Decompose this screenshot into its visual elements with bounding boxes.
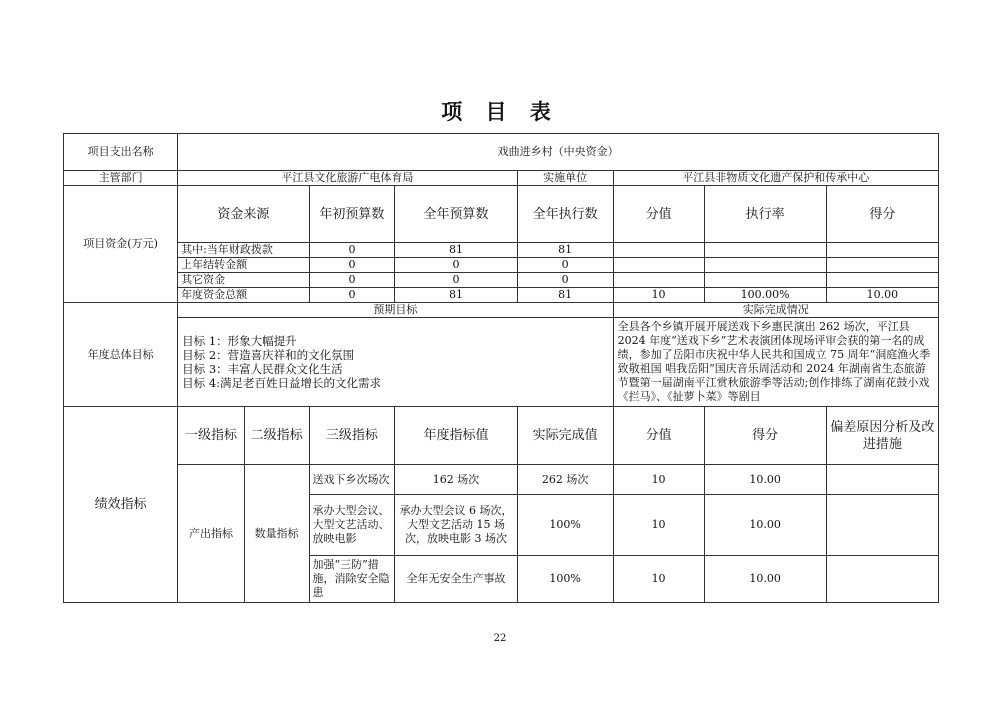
fund-rate: [704, 243, 826, 258]
perf-header-points: 分值: [613, 407, 704, 465]
actual-value: 262 场次: [517, 465, 613, 495]
fund-executed: 81: [517, 243, 613, 258]
fund-initial: 0: [309, 258, 395, 273]
project-name-label: 项目支出名称: [64, 134, 178, 171]
target-value: 承办大型会议 6 场次，大型文艺活动 15 场次，放映电影 3 场次: [395, 495, 517, 556]
target-value: 162 场次: [395, 465, 517, 495]
fund-executed: 81: [517, 288, 613, 303]
actual-value: 100%: [517, 556, 613, 603]
department-label: 主管部门: [64, 171, 178, 186]
table-row: [64, 258, 939, 273]
page-title: 项 目 表: [441, 99, 559, 124]
project-name-value: 戏曲进乡村（中央资金）: [178, 134, 939, 171]
score-value: 10.00: [704, 465, 826, 495]
perf-header-level3: 三级指标: [309, 407, 395, 465]
implementing-unit-label: 实施单位: [517, 171, 613, 186]
fund-points: 10: [613, 288, 704, 303]
points-value: 10: [613, 465, 704, 495]
actual-completion-text: 全县各个乡镇开展开展送戏下乡惠民演出 262 场次，平江县 2024 年度“送戏下乡”艺术表演团体现场评审会获的第一名的成绩，参加了岳阳市庆祝中华人民共和国成立 75 周年“洞庭渔火季 致敬祖国 唱我岳阳”国庆音乐周活动和 2024 年湖南省生态旅游节暨第一届湖南平江赏秋旅游季等活动;创作排练了湖南花鼓小戏《拦马》、《扯萝卜菜》等剧目: [613, 318, 938, 407]
fund-score: 10.00: [826, 288, 938, 303]
level3-indicator: 加强“三防”措施，消除安全隐患: [309, 556, 395, 603]
perf-header-level1: 一级指标: [178, 407, 245, 465]
funds-label: 项目资金(万元): [64, 186, 178, 303]
funds-header-rate: 执行率: [704, 186, 826, 243]
table-row: [64, 288, 939, 303]
level1-indicator: 产出指标: [178, 465, 245, 603]
target-value: 全年无安全生产事故: [395, 556, 517, 603]
perf-header-score: 得分: [704, 407, 826, 465]
goal-item: 目标 3：丰富人民群众文化生活: [182, 362, 343, 376]
funds-header-points: 分值: [613, 186, 704, 243]
table-row: [64, 273, 939, 288]
project-table: [63, 133, 939, 603]
goal-item: 目标 2：营造喜庆祥和的文化氛围: [182, 348, 355, 362]
funds-header-score: 得分: [826, 186, 938, 243]
points-value: 10: [613, 556, 704, 603]
perf-header-reason: 偏差原因分析及改进措施: [826, 407, 938, 465]
fund-points: [613, 243, 704, 258]
deviation-reason: [826, 465, 938, 495]
funds-header-row: [64, 186, 939, 243]
score-value: 10.00: [704, 556, 826, 603]
fund-initial: 0: [309, 273, 395, 288]
perf-header-target: 年度指标值: [395, 407, 517, 465]
fund-source: 其它资金: [178, 273, 309, 288]
fund-annual: 81: [395, 288, 517, 303]
goal-item: 目标 4:满足老百姓日益增长的文化需求: [182, 376, 382, 390]
level3-indicator: 送戏下乡次场次: [309, 465, 395, 495]
expected-goal-header: 预期目标: [178, 303, 613, 318]
perf-header-level2: 二级指标: [244, 407, 309, 465]
goal-item: 目标 1：形象大幅提升: [182, 334, 297, 348]
level2-indicator: 数量指标: [244, 465, 309, 603]
fund-score: [826, 243, 938, 258]
actual-completion-header: 实际完成情况: [613, 303, 938, 318]
funds-header-initial: 年初预算数: [309, 186, 395, 243]
deviation-reason: [826, 495, 938, 556]
funds-header-annual: 全年预算数: [395, 186, 517, 243]
score-value: 10.00: [704, 495, 826, 556]
fund-rate: [704, 258, 826, 273]
fund-executed: 0: [517, 258, 613, 273]
performance-header-row: [64, 407, 939, 465]
implementing-unit-value: 平江县非物质文化遗产保护和传承中心: [613, 171, 938, 186]
fund-executed: 0: [517, 273, 613, 288]
expected-goals: [178, 318, 613, 407]
funds-header-source: 资金来源: [178, 186, 309, 243]
fund-annual: 81: [395, 243, 517, 258]
fund-annual: 0: [395, 258, 517, 273]
fund-score: [826, 273, 938, 288]
fund-source: 上年结转金额: [178, 258, 309, 273]
table-row: [64, 243, 939, 258]
fund-rate: [704, 273, 826, 288]
deviation-reason: [826, 556, 938, 603]
funds-header-executed: 全年执行数: [517, 186, 613, 243]
goal-header-row: [64, 303, 939, 318]
department-value: 平江县文化旅游广电体育局: [178, 171, 517, 186]
department-row: [64, 171, 939, 186]
goal-row: [64, 318, 939, 407]
page-number: 22: [493, 633, 507, 644]
fund-rate: 100.00%: [704, 288, 826, 303]
perf-header-actual: 实际完成值: [517, 407, 613, 465]
points-value: 10: [613, 495, 704, 556]
fund-points: [613, 258, 704, 273]
actual-value: 100%: [517, 495, 613, 556]
fund-annual: 0: [395, 273, 517, 288]
performance-label: 绩效指标: [64, 407, 178, 603]
fund-points: [613, 273, 704, 288]
level3-indicator: 承办大型会议、大型文艺活动、放映电影: [309, 495, 395, 556]
fund-initial: 0: [309, 288, 395, 303]
fund-source: 其中:当年财政拨款: [178, 243, 309, 258]
fund-initial: 0: [309, 243, 395, 258]
annual-goal-label: 年度总体目标: [64, 303, 178, 407]
fund-source: 年度资金总额: [178, 288, 309, 303]
fund-score: [826, 258, 938, 273]
table-row: [64, 465, 939, 495]
project-name-row: [64, 134, 939, 171]
